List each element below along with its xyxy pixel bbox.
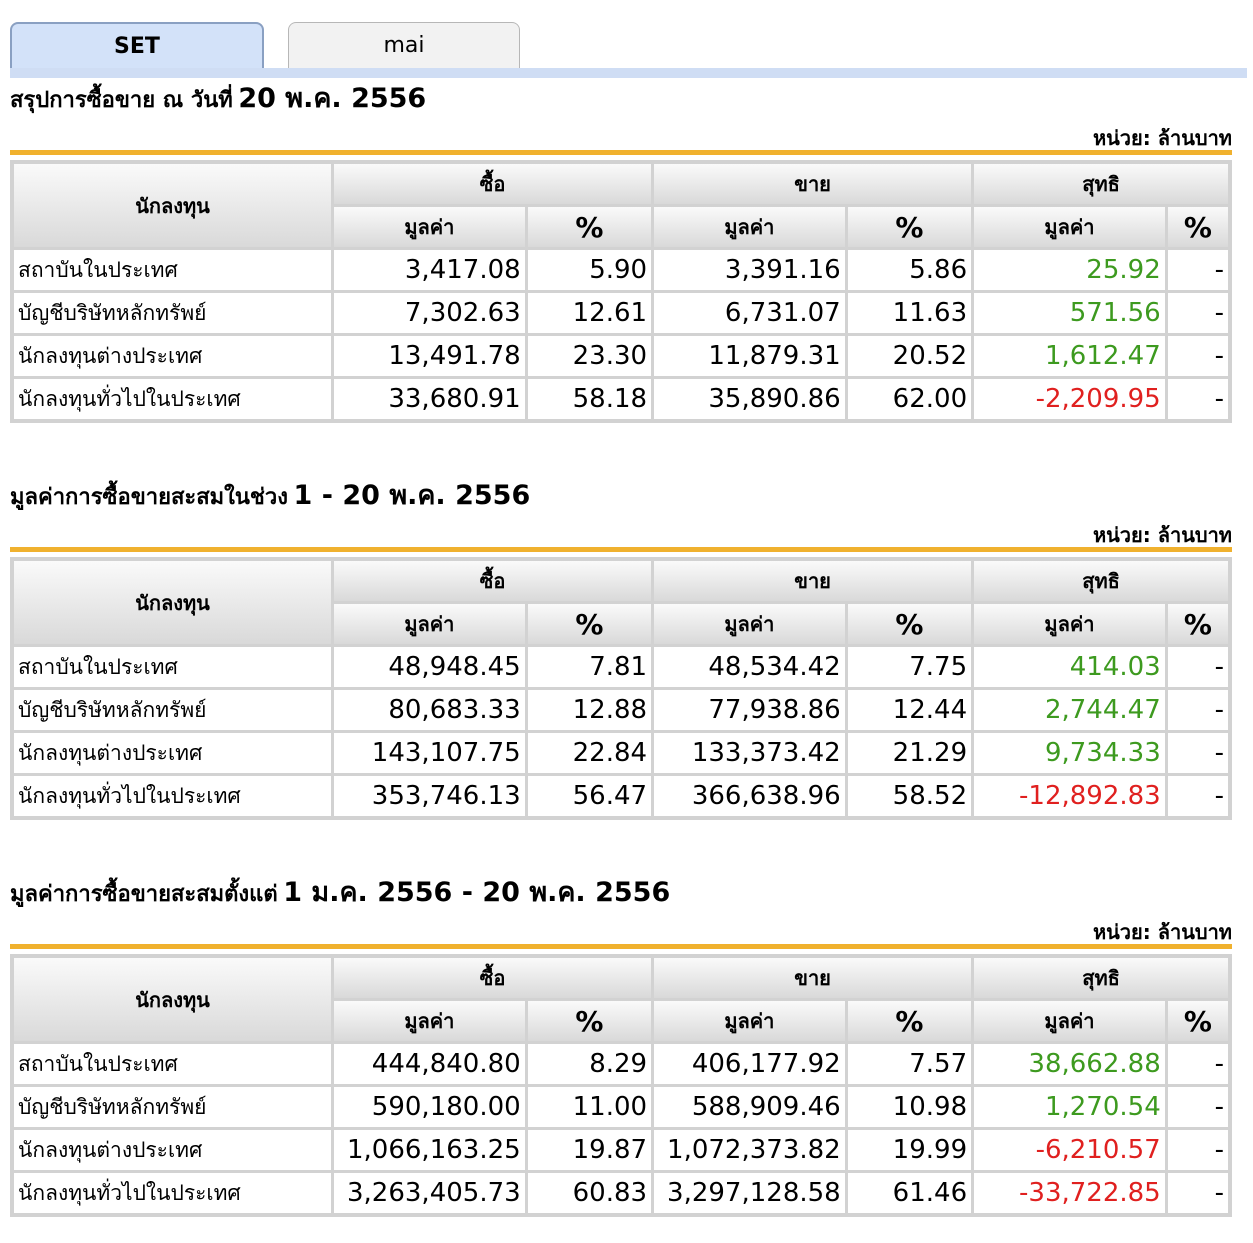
header-net-percent: % <box>1168 604 1228 644</box>
header-net-value: มูลค่า <box>974 207 1165 247</box>
cell-investor: นักลงทุนทั่วไปในประเทศ <box>14 776 331 816</box>
cell-buy-value: 48,948.45 <box>334 647 525 687</box>
cell-sell-value: 6,731.07 <box>654 293 845 333</box>
cell-sell-value: 35,890.86 <box>654 379 845 419</box>
section-title <box>10 481 530 514</box>
cell-net-percent: - <box>1168 690 1228 730</box>
unit-label: หน่วย: ล้านบาท <box>1092 523 1232 547</box>
section-title-text: มูลค่าการซื้อขายสะสมในช่วง <box>10 485 288 510</box>
header-sell-value: มูลค่า <box>654 604 845 644</box>
header-buy-percent: % <box>528 207 651 247</box>
cell-buy-value: 3,417.08 <box>334 250 525 290</box>
header-buy: ซื้อ <box>334 958 651 998</box>
header-sell: ขาย <box>654 561 971 601</box>
cell-sell-value: 588,909.46 <box>654 1087 845 1127</box>
section-divider <box>10 547 1232 552</box>
header-row-groups <box>14 164 1228 204</box>
cell-buy-value: 33,680.91 <box>334 379 525 419</box>
table-row <box>14 1087 1228 1127</box>
cell-sell-percent: 21.29 <box>848 733 971 773</box>
cell-net-value: 1,612.47 <box>974 336 1165 376</box>
header-sell: ขาย <box>654 164 971 204</box>
section-title-text: สรุปการซื้อขาย ณ วันที่ <box>10 88 233 113</box>
cell-buy-value: 143,107.75 <box>334 733 525 773</box>
cell-sell-percent: 7.75 <box>848 647 971 687</box>
cell-sell-percent: 19.99 <box>848 1130 971 1170</box>
header-buy-percent: % <box>528 1001 651 1041</box>
tab-set[interactable]: SET <box>10 22 264 68</box>
header-net: สุทธิ <box>974 164 1228 204</box>
cell-buy-value: 353,746.13 <box>334 776 525 816</box>
cell-sell-percent: 61.46 <box>848 1173 971 1213</box>
cell-sell-value: 366,638.96 <box>654 776 845 816</box>
table-row <box>14 1173 1228 1213</box>
header-sell: ขาย <box>654 958 971 998</box>
header-net-percent: % <box>1168 1001 1228 1041</box>
header-buy-value: มูลค่า <box>334 207 525 247</box>
cell-buy-percent: 12.61 <box>528 293 651 333</box>
cell-buy-percent: 8.29 <box>528 1044 651 1084</box>
header-row-groups <box>14 561 1228 601</box>
cell-net-value: -33,722.85 <box>974 1173 1165 1213</box>
trading-table <box>10 954 1232 1217</box>
header-sell-percent: % <box>848 604 971 644</box>
cell-investor: สถาบันในประเทศ <box>14 1044 331 1084</box>
cell-net-percent: - <box>1168 250 1228 290</box>
cell-investor: นักลงทุนทั่วไปในประเทศ <box>14 1173 331 1213</box>
trading-table <box>10 160 1232 423</box>
header-net: สุทธิ <box>974 561 1228 601</box>
tab-mai[interactable]: mai <box>288 22 520 68</box>
header-investor: นักลงทุน <box>14 164 331 247</box>
cell-buy-value: 80,683.33 <box>334 690 525 730</box>
cell-investor: นักลงทุนทั่วไปในประเทศ <box>14 379 331 419</box>
market-tabs <box>10 22 1247 78</box>
cell-buy-percent: 22.84 <box>528 733 651 773</box>
header-sell-value: มูลค่า <box>654 1001 845 1041</box>
cell-investor: นักลงทุนต่างประเทศ <box>14 336 331 376</box>
cell-net-value: -12,892.83 <box>974 776 1165 816</box>
section-title-date: 1 - 20 พ.ค. 2556 <box>293 480 531 511</box>
header-investor: นักลงทุน <box>14 958 331 1041</box>
section-title-date: 1 ม.ค. 2556 - 20 พ.ค. 2556 <box>283 877 671 908</box>
cell-buy-value: 444,840.80 <box>334 1044 525 1084</box>
cell-buy-value: 590,180.00 <box>334 1087 525 1127</box>
cell-net-percent: - <box>1168 1044 1228 1084</box>
cell-buy-percent: 12.88 <box>528 690 651 730</box>
cell-net-percent: - <box>1168 1130 1228 1170</box>
table-row <box>14 776 1228 816</box>
section-title <box>10 878 670 911</box>
table-row <box>14 379 1228 419</box>
cell-net-value: 9,734.33 <box>974 733 1165 773</box>
cell-sell-value: 11,879.31 <box>654 336 845 376</box>
cell-sell-value: 77,938.86 <box>654 690 845 730</box>
header-buy-percent: % <box>528 604 651 644</box>
unit-label: หน่วย: ล้านบาท <box>1092 920 1232 944</box>
cell-investor: สถาบันในประเทศ <box>14 250 331 290</box>
section-divider <box>10 944 1232 949</box>
cell-net-percent: - <box>1168 733 1228 773</box>
cell-investor: นักลงทุนต่างประเทศ <box>14 1130 331 1170</box>
cell-net-value: -2,209.95 <box>974 379 1165 419</box>
tab-bar <box>10 68 1247 78</box>
cell-sell-value: 1,072,373.82 <box>654 1130 845 1170</box>
section-title-date: 20 พ.ค. 2556 <box>238 83 427 114</box>
cell-net-percent: - <box>1168 379 1228 419</box>
cell-buy-value: 3,263,405.73 <box>334 1173 525 1213</box>
header-net-value: มูลค่า <box>974 1001 1165 1041</box>
table-row <box>14 690 1228 730</box>
cell-net-percent: - <box>1168 1173 1228 1213</box>
cell-investor: สถาบันในประเทศ <box>14 647 331 687</box>
cell-sell-percent: 7.57 <box>848 1044 971 1084</box>
table-row <box>14 1130 1228 1170</box>
cell-net-value: -6,210.57 <box>974 1130 1165 1170</box>
cell-net-value: 414.03 <box>974 647 1165 687</box>
table-row <box>14 733 1228 773</box>
header-sell-value: มูลค่า <box>654 207 845 247</box>
header-buy-value: มูลค่า <box>334 1001 525 1041</box>
cell-net-percent: - <box>1168 647 1228 687</box>
header-sell-percent: % <box>848 1001 971 1041</box>
cell-net-percent: - <box>1168 776 1228 816</box>
header-buy: ซื้อ <box>334 164 651 204</box>
cell-investor: บัญชีบริษัทหลักทรัพย์ <box>14 690 331 730</box>
cell-investor: บัญชีบริษัทหลักทรัพย์ <box>14 293 331 333</box>
table-row <box>14 336 1228 376</box>
header-buy: ซื้อ <box>334 561 651 601</box>
cell-sell-percent: 10.98 <box>848 1087 971 1127</box>
section-title-text: มูลค่าการซื้อขายสะสมตั้งแต่ <box>10 882 278 907</box>
cell-buy-value: 1,066,163.25 <box>334 1130 525 1170</box>
header-net-value: มูลค่า <box>974 604 1165 644</box>
section-divider <box>10 150 1232 155</box>
cell-net-percent: - <box>1168 336 1228 376</box>
table-row <box>14 293 1228 333</box>
unit-label: หน่วย: ล้านบาท <box>1092 126 1232 150</box>
trading-table <box>10 557 1232 820</box>
cell-buy-value: 13,491.78 <box>334 336 525 376</box>
cell-buy-percent: 19.87 <box>528 1130 651 1170</box>
cell-net-value: 2,744.47 <box>974 690 1165 730</box>
cell-buy-percent: 56.47 <box>528 776 651 816</box>
header-sell-percent: % <box>848 207 971 247</box>
cell-sell-value: 133,373.42 <box>654 733 845 773</box>
header-net-percent: % <box>1168 207 1228 247</box>
cell-buy-percent: 11.00 <box>528 1087 651 1127</box>
cell-sell-percent: 20.52 <box>848 336 971 376</box>
cell-sell-percent: 62.00 <box>848 379 971 419</box>
header-net: สุทธิ <box>974 958 1228 998</box>
table-row <box>14 647 1228 687</box>
cell-net-value: 38,662.88 <box>974 1044 1165 1084</box>
cell-sell-value: 406,177.92 <box>654 1044 845 1084</box>
cell-buy-percent: 7.81 <box>528 647 651 687</box>
header-buy-value: มูลค่า <box>334 604 525 644</box>
cell-sell-value: 3,297,128.58 <box>654 1173 845 1213</box>
header-row-groups <box>14 958 1228 998</box>
cell-net-percent: - <box>1168 293 1228 333</box>
cell-sell-value: 3,391.16 <box>654 250 845 290</box>
cell-buy-percent: 5.90 <box>528 250 651 290</box>
header-investor: นักลงทุน <box>14 561 331 644</box>
section-title <box>10 84 426 117</box>
table-row <box>14 1044 1228 1084</box>
cell-buy-percent: 60.83 <box>528 1173 651 1213</box>
cell-sell-value: 48,534.42 <box>654 647 845 687</box>
cell-buy-value: 7,302.63 <box>334 293 525 333</box>
cell-sell-percent: 58.52 <box>848 776 971 816</box>
cell-net-value: 25.92 <box>974 250 1165 290</box>
cell-buy-percent: 23.30 <box>528 336 651 376</box>
cell-net-percent: - <box>1168 1087 1228 1127</box>
cell-buy-percent: 58.18 <box>528 379 651 419</box>
cell-net-value: 1,270.54 <box>974 1087 1165 1127</box>
cell-net-value: 571.56 <box>974 293 1165 333</box>
table-row <box>14 250 1228 290</box>
cell-sell-percent: 11.63 <box>848 293 971 333</box>
cell-investor: นักลงทุนต่างประเทศ <box>14 733 331 773</box>
cell-sell-percent: 12.44 <box>848 690 971 730</box>
cell-sell-percent: 5.86 <box>848 250 971 290</box>
cell-investor: บัญชีบริษัทหลักทรัพย์ <box>14 1087 331 1127</box>
